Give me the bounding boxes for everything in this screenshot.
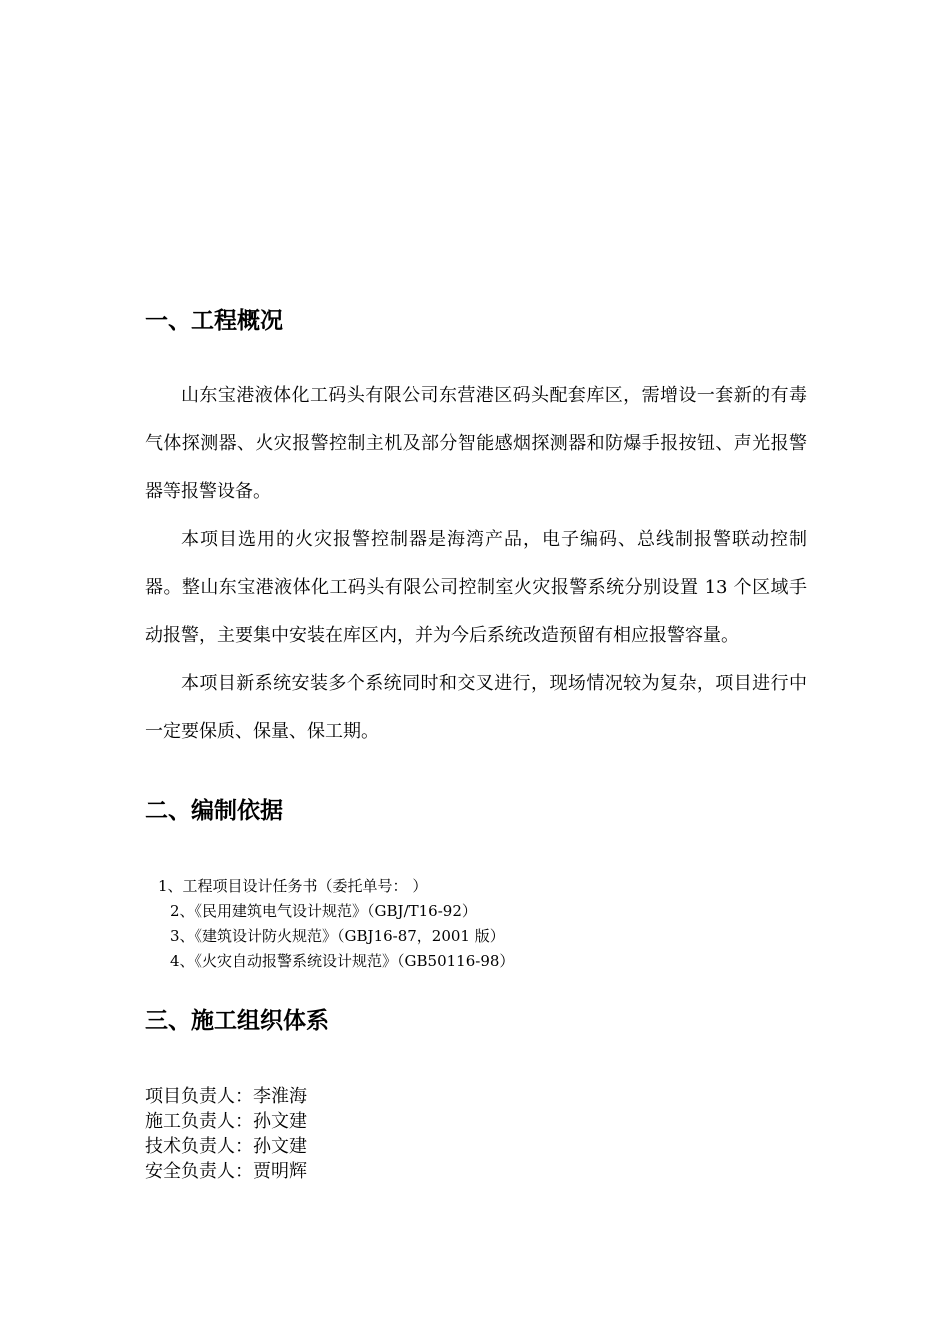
basis-item-2: 2、《民用建筑电气设计规范》（GBJ/T16-92） [170, 902, 477, 920]
staff-safety-lead: 安全负责人：贾明辉 [145, 1161, 307, 1182]
section-title-organization: 三、施工组织体系 [145, 1008, 329, 1034]
overview-paragraph-2: 本项目选用的火灾报警控制器是海湾产品，电子编码、总线制报警联动控制器。整山东宝港液体化工码头有限公司控制室火灾报警系统分别设置 13 个区域手动报警，主要集中安装在库区内，并为今后系统改造预留有相应报警容量。 [145, 529, 807, 646]
section-title-basis: 二、编制依据 [145, 798, 283, 824]
overview-paragraph-1: 山东宝港液体化工码头有限公司东营港区码头配套库区，需增设一套新的有毒气体探测器、火灾报警控制主机及部分智能感烟探测器和防爆手报按钮、声光报警器等报警设备。 [145, 385, 807, 502]
basis-item-1: 1、工程项目设计任务书（委托单号： ） [158, 877, 428, 895]
staff-construction-lead: 施工负责人：孙文建 [145, 1111, 307, 1132]
basis-item-3: 3、《建筑设计防火规范》（GBJ16-87，2001 版） [170, 927, 505, 945]
overview-paragraph-3: 本项目新系统安装多个系统同时和交叉进行，现场情况较为复杂，项目进行中一定要保质、保量、保工期。 [145, 673, 807, 742]
staff-technical-lead: 技术负责人：孙文建 [145, 1136, 307, 1157]
basis-item-4: 4、《火灾自动报警系统设计规范》（GB50116-98） [170, 952, 515, 970]
section-title-overview: 一、工程概况 [145, 308, 283, 334]
staff-project-lead: 项目负责人：李淮海 [145, 1086, 307, 1107]
